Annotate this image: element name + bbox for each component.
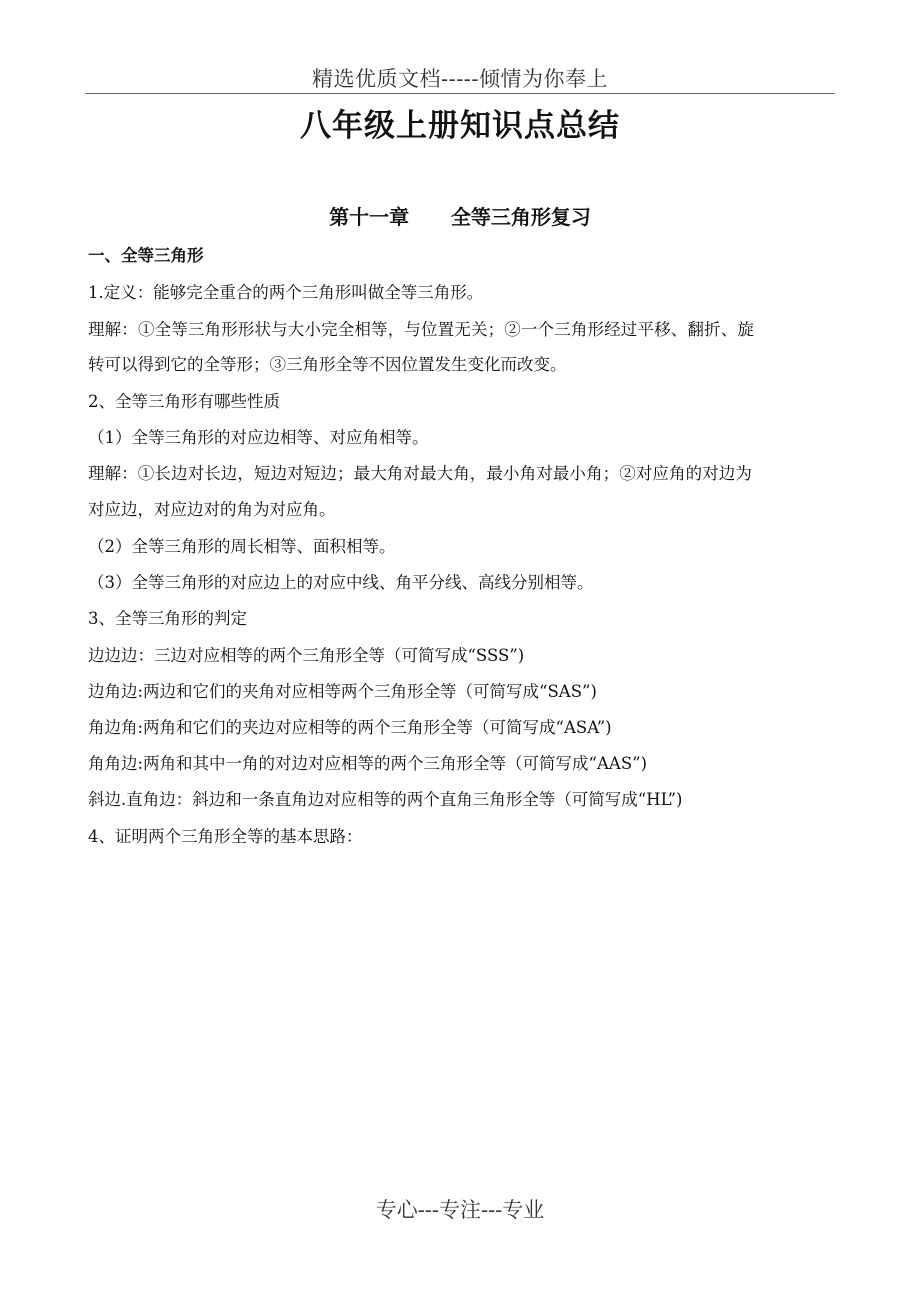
header-divider xyxy=(85,93,835,94)
property-item-1: （1）全等三角形的对应边相等、对应角相等。 xyxy=(88,428,429,447)
criterion-sss: 边边边：三边对应相等的两个三角形全等（可简写成“SSS”) xyxy=(88,646,525,665)
property-item-3: （3）全等三角形的对应边上的对应中线、角平分线、高线分别相等。 xyxy=(88,573,594,592)
proof-approach-heading: 4、证明两个三角形全等的基本思路： xyxy=(88,827,363,846)
properties-heading: 2、全等三角形有哪些性质 xyxy=(88,392,280,411)
criterion-aas: 角角边:两角和其中一角的对边对应相等的两个三角形全等（可简写成“AAS”) xyxy=(88,754,648,773)
criterion-hl: 斜边.直角边：斜边和一条直角边对应相等的两个直角三角形全等（可简写成“HL”) xyxy=(88,790,683,809)
understanding-paragraph-line-1: 理解：①全等三角形形状与大小完全相等，与位置无关；②一个三角形经过平移、翻折、旋 xyxy=(88,320,754,339)
chapter-heading: 第十一章 全等三角形复习 xyxy=(329,205,591,229)
understanding-paragraph-line-2: 转可以得到它的全等形；③三角形全等不因位置发生变化而改变。 xyxy=(88,355,567,374)
document-title: 八年级上册知识点总结 xyxy=(300,108,620,144)
property-understanding-line-1: 理解：①长边对长边，短边对短边；最大角对最大角，最小角对最小角；②对应角的对边为 xyxy=(88,464,752,483)
property-item-2: （2）全等三角形的周长相等、面积相等。 xyxy=(88,537,396,556)
criterion-sas: 边角边:两边和它们的夹角对应相等两个三角形全等（可简写成“SAS”) xyxy=(88,682,597,701)
criteria-heading: 3、全等三角形的判定 xyxy=(88,609,247,628)
criterion-asa: 角边角:两角和它们的夹边对应相等的两个三角形全等（可简写成“ASA”) xyxy=(88,718,612,737)
page-header: 精选优质文档-----倾情为你奉上 xyxy=(312,67,608,91)
page-footer: 专心---专注---专业 xyxy=(375,1198,545,1222)
property-understanding-line-2: 对应边，对应边对的角为对应角。 xyxy=(88,500,336,519)
section-heading-congruent-triangles: 一、全等三角形 xyxy=(88,246,204,265)
definition-paragraph: 1.定义：能够完全重合的两个三角形叫做全等三角形。 xyxy=(88,283,484,302)
